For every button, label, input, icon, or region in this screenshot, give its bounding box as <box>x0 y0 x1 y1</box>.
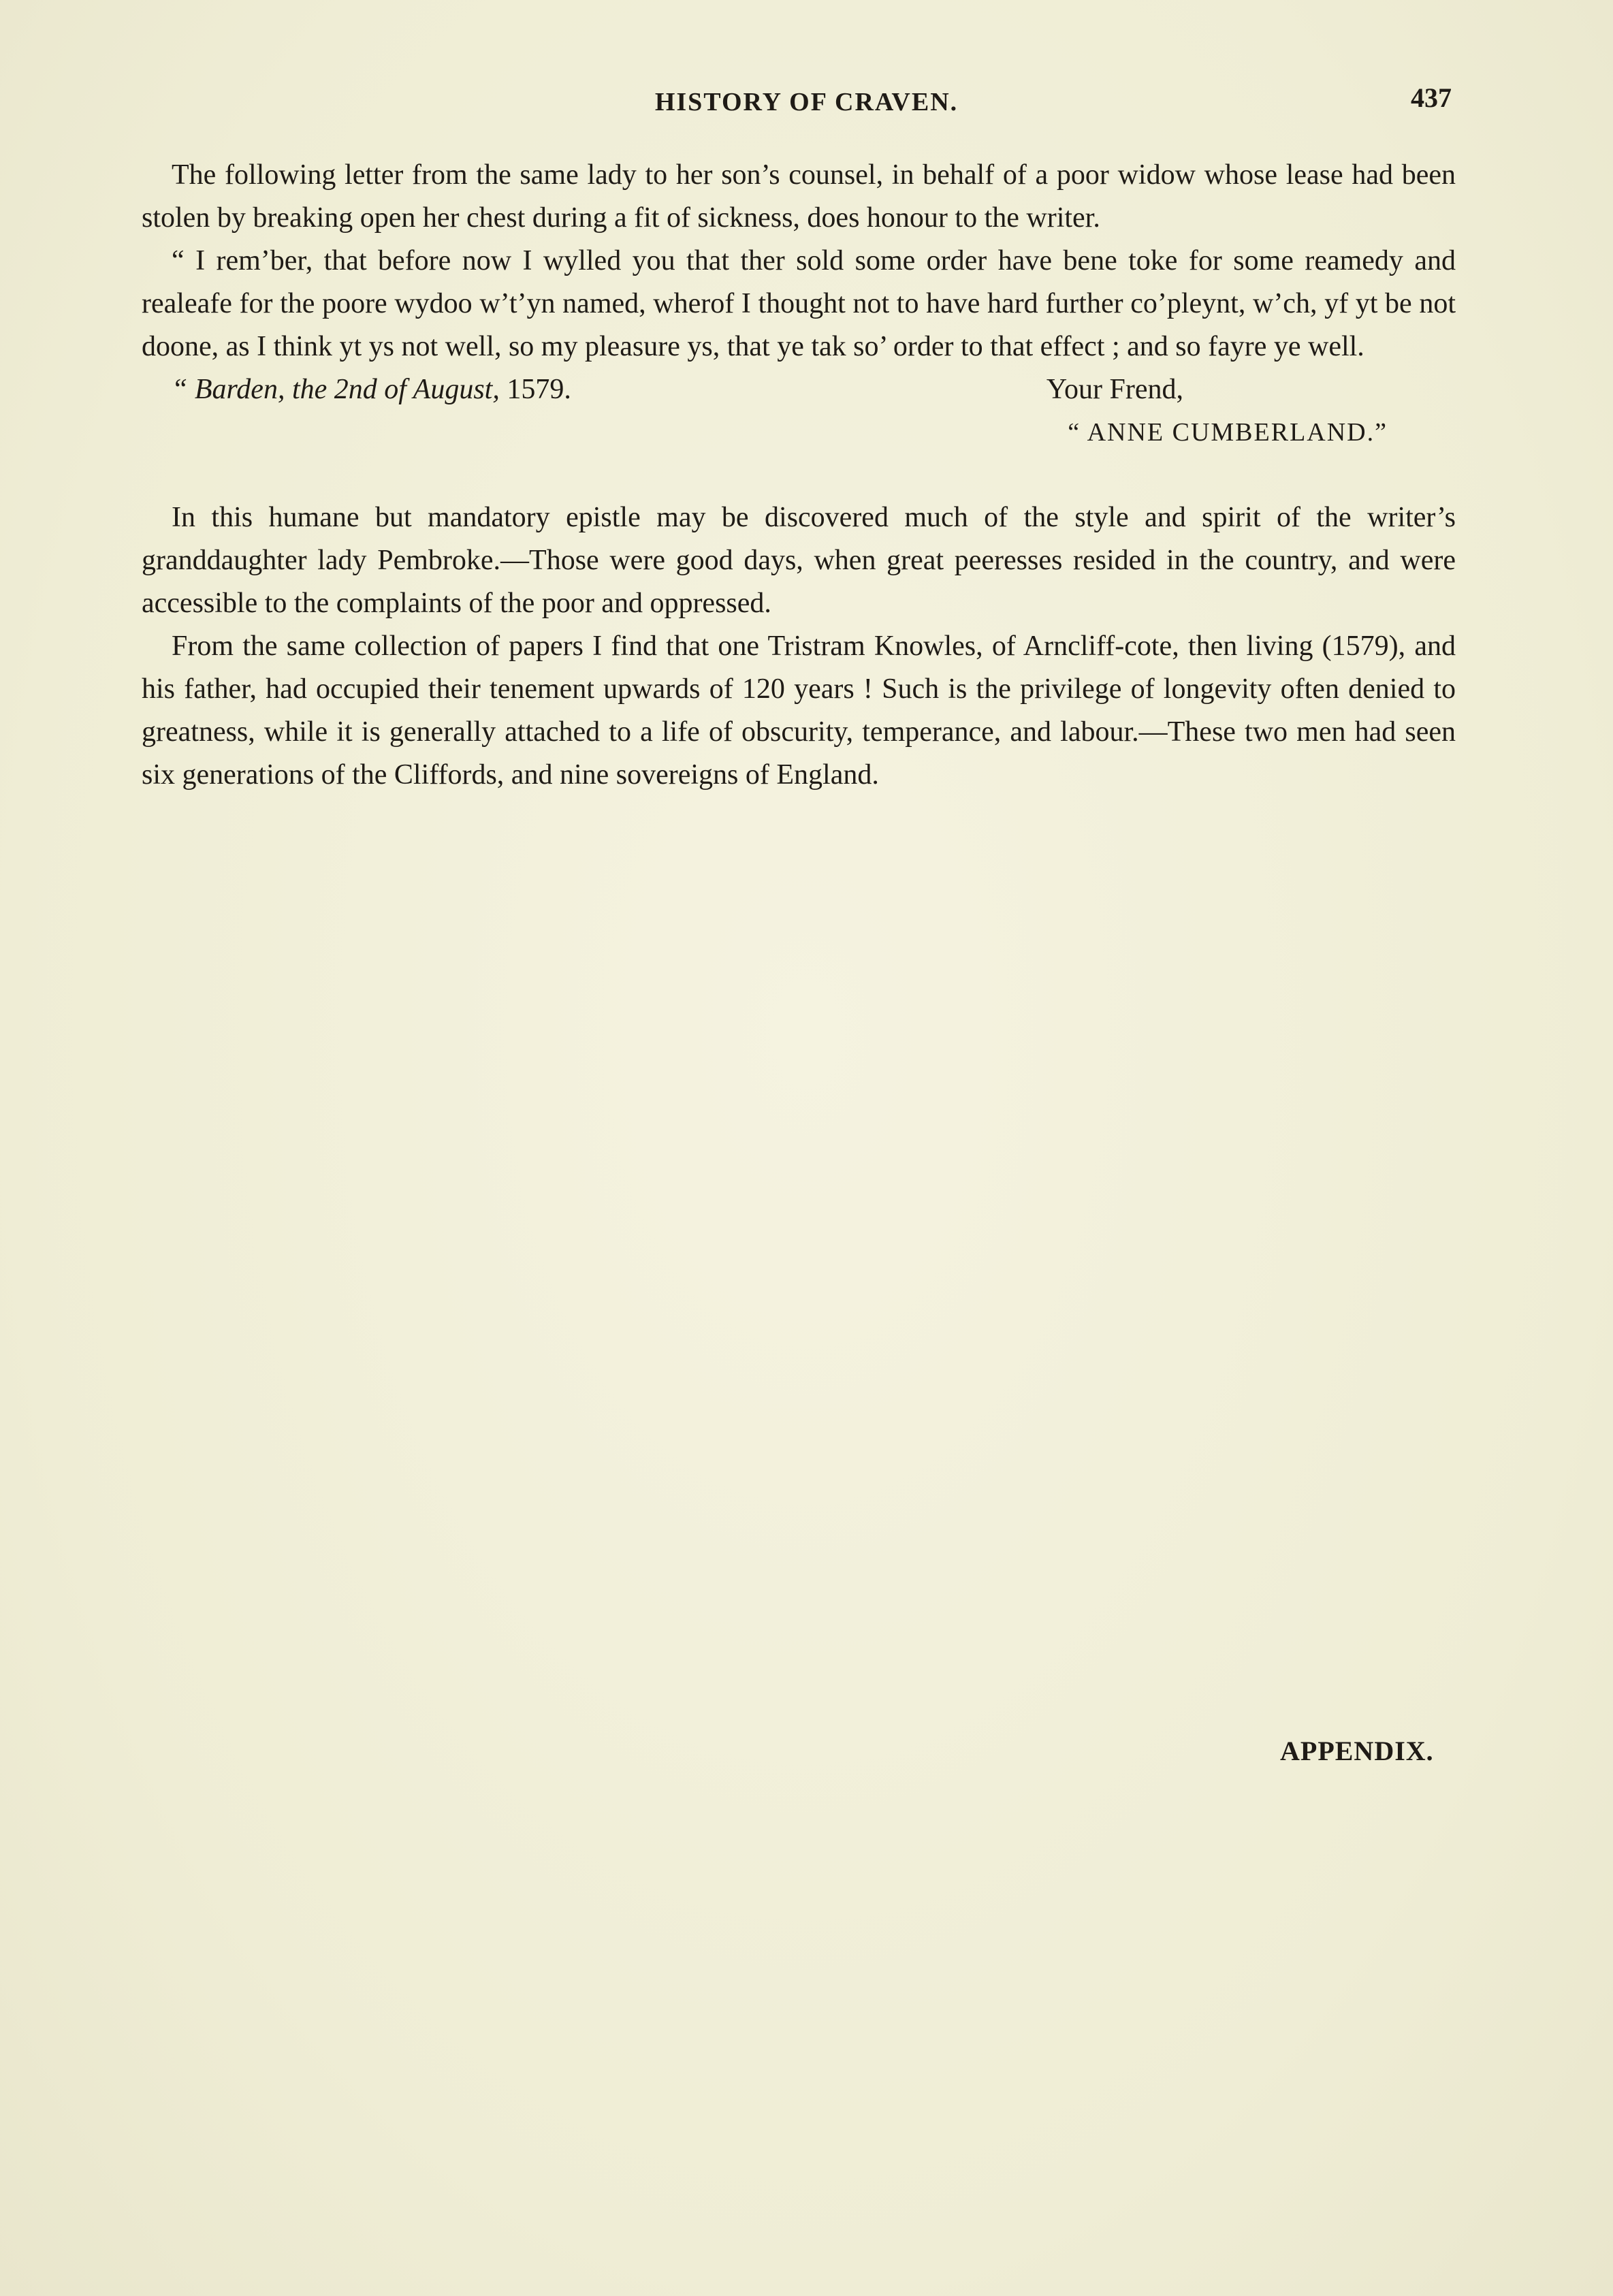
paragraph-gap <box>142 454 1456 496</box>
dateline <box>172 368 571 411</box>
paragraph-tristram-knowles: From the same collection of papers I find that one Tristram Knowles, of Arncliff-cote, then living (1579), and his father, had occupied their tenement upwards of 120 years ! Such is the privilege of longevity often denied to greatness, while it is generally attached to a life of obscurity, temperance, and labour.—These two men had seen six generations of the Cliffords, and nine sovereigns of England. <box>142 631 1456 791</box>
closing: Your Frend, <box>1046 374 1183 405</box>
catchword: APPENDIX. <box>1280 1736 1434 1766</box>
paragraph-humane-epistle: In this humane but mandatory epistle may be discovered much of the style and spirit of the writer’s granddaughter lady Pembroke.—Those were good days, when great peeresses resided in the country, and were accessible to the complaints of the poor and oppressed. <box>142 502 1456 619</box>
dateline-text: “ Barden, the 2nd of August, <box>172 374 500 405</box>
dateline-row <box>142 368 1456 411</box>
running-title: HISTORY OF CRAVEN. <box>654 88 959 116</box>
page-number: 437 <box>1411 82 1452 113</box>
letter-paragraph: “ I rem’ber, that before now I wylled you that ther sold some order have bene toke for some reamedy and realeafe for the poore wydoo w’t’yn named, wherof I thought not to have hard further co’pleynt, w’ch, yf yt be not doone, as I think yt ys not well, so my pleasure ys, that ye tak so’ order to that effect ; and so fayre ye well. <box>142 245 1456 362</box>
signature: “ ANNE CUMBERLAND.” <box>1068 418 1388 447</box>
body-text <box>142 154 1456 797</box>
dateline-year: 1579. <box>507 374 571 405</box>
intro-paragraph: The following letter from the same lady to her son’s counsel, in behalf of a poor widow whose lease had been stolen by breaking open her chest during a fit of sickness, does honour to the writer. <box>142 159 1456 234</box>
